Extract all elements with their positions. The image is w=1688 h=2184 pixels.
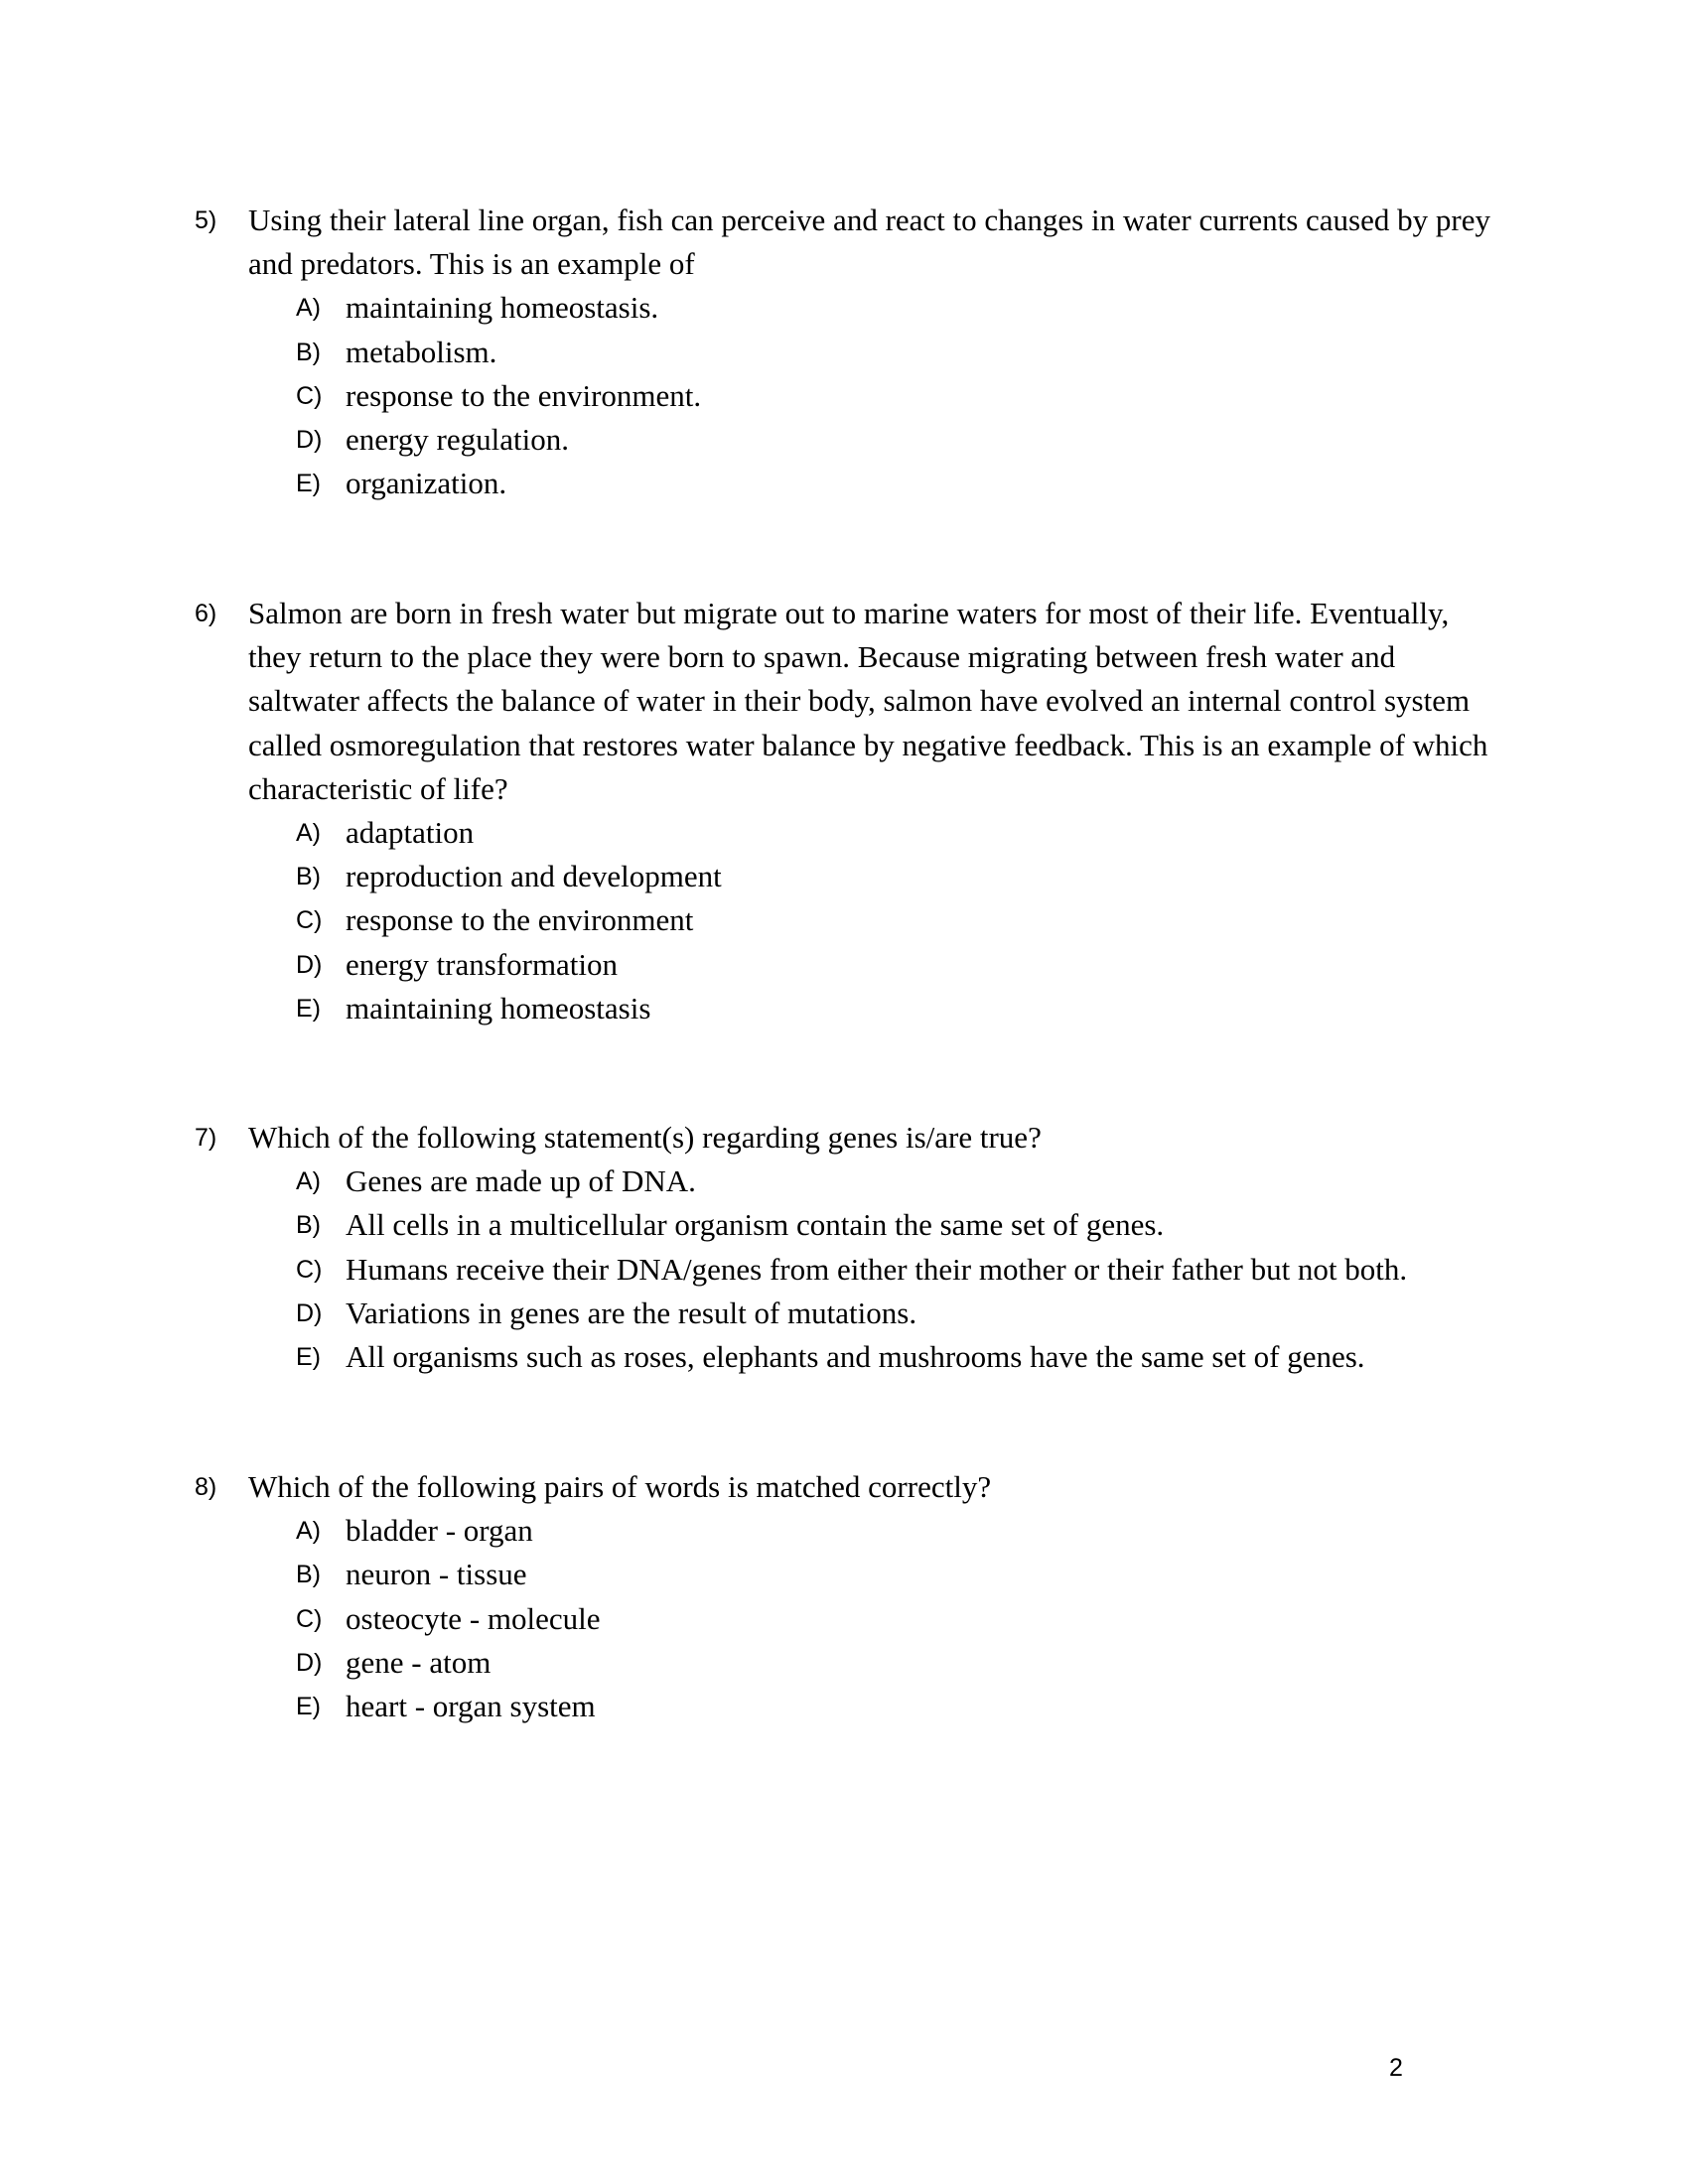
option-text: gene - atom (346, 1644, 492, 1680)
answer-option-e (296, 987, 1505, 1030)
option-text: adaptation (346, 815, 475, 851)
answer-option-b (296, 331, 1505, 374)
answer-option-e (296, 1335, 1505, 1379)
answer-option-b (296, 855, 1505, 898)
option-letter: E) (296, 470, 321, 498)
answer-option-a (296, 286, 1505, 330)
answer-option-b (296, 1203, 1505, 1247)
option-letter: D) (296, 950, 323, 979)
answer-option-c (296, 1597, 1505, 1641)
option-letter: C) (296, 381, 323, 410)
option-letter: D) (296, 1648, 323, 1677)
option-letter: A) (296, 1517, 321, 1546)
option-text: response to the environment. (346, 377, 702, 413)
option-text: organization. (346, 466, 507, 501)
option-text: Genes are made up of DNA. (346, 1163, 696, 1199)
question-number: 7) (195, 1124, 217, 1152)
answer-option-d (296, 418, 1505, 462)
option-letter: C) (296, 1255, 323, 1284)
question-text: Salmon are born in fresh water but migrate out to marine waters for most of their life. Eventually, they return to the place they were born to spawn. Because migrating between fresh water and saltwater affects the balance of water in their body, salmon have evolved an internal control system called osmoregulation that restores water balance by negative feedback. This is an example of which characteristic of life? (248, 596, 1488, 806)
answer-option-c (296, 374, 1505, 418)
answer-option-a (296, 1160, 1505, 1203)
question-text: Which of the following pairs of words is matched correctly? (248, 1469, 992, 1504)
option-text: heart - organ system (346, 1688, 596, 1723)
option-text: neuron - tissue (346, 1557, 527, 1592)
option-letter: C) (296, 1604, 323, 1633)
option-letter: C) (296, 906, 323, 935)
question-7 (195, 1116, 1505, 1379)
answer-options (296, 811, 1505, 1030)
question-text: Which of the following statement(s) regarding genes is/are true? (248, 1120, 1042, 1155)
option-text: osteocyte - molecule (346, 1600, 601, 1636)
option-text: maintaining homeostasis. (346, 290, 659, 326)
answer-option-a (296, 1509, 1505, 1553)
option-text: energy regulation. (346, 421, 569, 457)
option-text: response to the environment (346, 902, 694, 938)
option-text: maintaining homeostasis (346, 990, 651, 1025)
option-letter: A) (296, 1167, 321, 1196)
option-letter: E) (296, 994, 321, 1023)
option-text: All organisms such as roses, elephants and mushrooms have the same set of genes. (346, 1338, 1365, 1374)
answer-option-d (296, 1292, 1505, 1335)
option-text: reproduction and development (346, 859, 722, 894)
answer-option-e (296, 462, 1505, 505)
answer-option-c (296, 898, 1505, 942)
answer-option-b (296, 1553, 1505, 1596)
option-letter: E) (296, 1692, 321, 1720)
question-number: 6) (195, 600, 217, 627)
question-6 (195, 592, 1505, 1030)
answer-options (296, 286, 1505, 505)
option-letter: D) (296, 425, 323, 454)
answer-options (296, 1160, 1505, 1379)
question-text: Using their lateral line organ, fish can perceive and react to changes in water currents caused by prey and predators. This is an example of (248, 203, 1490, 282)
option-letter: B) (296, 1211, 321, 1240)
answer-option-c (296, 1248, 1505, 1292)
question-5 (195, 199, 1505, 505)
answer-option-a (296, 811, 1505, 855)
option-text: Humans receive their DNA/genes from either their mother or their father but not both. (346, 1251, 1408, 1287)
option-text: energy transformation (346, 946, 619, 982)
option-letter: D) (296, 1298, 323, 1327)
question-8 (195, 1465, 1505, 1728)
option-letter: A) (296, 294, 321, 323)
option-text: metabolism. (346, 334, 497, 369)
option-letter: B) (296, 338, 321, 366)
option-text: Variations in genes are the result of mutations. (346, 1295, 917, 1330)
option-letter: E) (296, 1342, 321, 1371)
question-number: 8) (195, 1473, 217, 1501)
answer-option-e (296, 1685, 1505, 1728)
answer-option-d (296, 1641, 1505, 1685)
question-number: 5) (195, 206, 217, 234)
option-text: All cells in a multicellular organism contain the same set of genes. (346, 1207, 1165, 1243)
answer-options (296, 1509, 1505, 1728)
option-letter: B) (296, 863, 321, 891)
answer-option-d (296, 943, 1505, 987)
page-number: 2 (1389, 2054, 1403, 2082)
option-letter: B) (296, 1561, 321, 1589)
option-text: bladder - organ (346, 1513, 533, 1549)
option-letter: A) (296, 819, 321, 848)
